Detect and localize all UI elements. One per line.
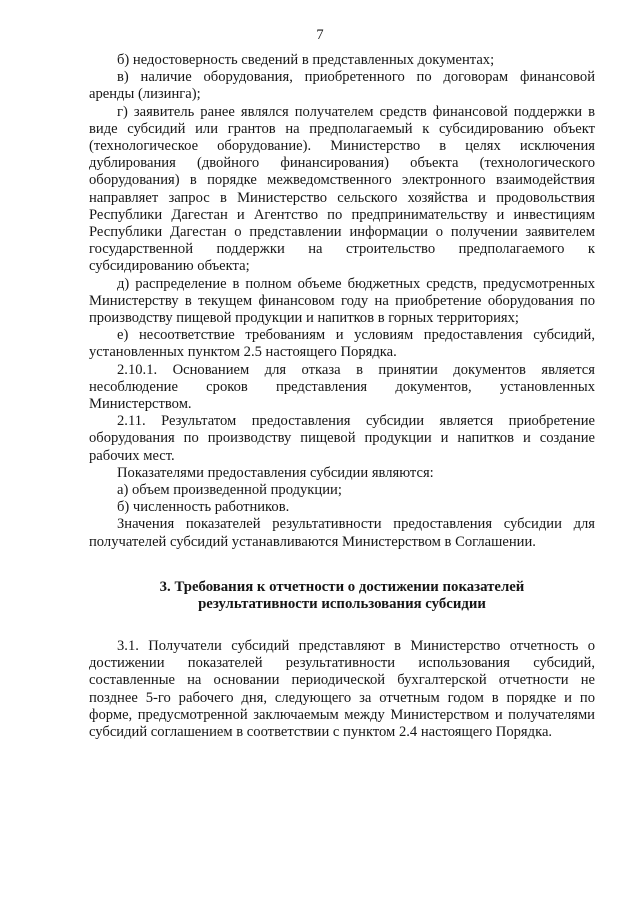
body-text-before bbox=[89, 52, 595, 551]
section-title bbox=[89, 579, 595, 614]
paragraph-g: г) заявитель ранее являлся получателем средств финансовой поддержки в виде субсидий или грантов на предполагаемый к субсидированию объект (технологическое оборудование). Министерство в целях исключения дублирования (двойного финансирования) объекта (технологического оборудования) в порядке межведомственного электронного взаимодействия направляет запрос в Министерство сельского хозяйства и продовольствия Республики Дагестан и Агентство по предпринимательству и инвестициям Республики Дагестан о представлении информации о получении заявителем государственной поддержки на строительство предполагаемого к субсидированию объекта; bbox=[89, 103, 595, 275]
paragraph-2-10-1: 2.10.1. Основанием для отказа в принятии документов является несоблюдение сроков представления документов, установленных Министерством. bbox=[89, 361, 595, 413]
paragraph-e: е) несоответствие требованиям и условиям предоставления субсидий, установленных пунктом 2.5 настоящего Порядка. bbox=[89, 327, 595, 361]
paragraph-indicators-intro: Показателями предоставления субсидии являются: bbox=[117, 464, 434, 481]
paragraph-b: б) недостоверность сведений в представленных документах; bbox=[117, 52, 495, 68]
paragraph-indicator-b: б) численность работников. bbox=[117, 499, 290, 516]
body-text-after bbox=[89, 638, 595, 741]
page-number: 7 bbox=[316, 27, 324, 43]
paragraph-2-11: 2.11. Результатом предоставления субсидии является приобретение оборудования по производству пищевой продукции и напитков и создание рабочих мест. bbox=[89, 413, 595, 464]
paragraph-indicator-values: Значения показателей результативности предоставления субсидии для получателей субсидий устанавливаются Министерством в Соглашении. bbox=[89, 516, 595, 550]
paragraph-v: в) наличие оборудования, приобретенного по договорам финансовой аренды (лизинга); bbox=[89, 69, 595, 103]
paragraph-indicator-a: а) объем произведенной продукции; bbox=[117, 482, 342, 499]
section-title-line-1: 3. Требования к отчетности о достижении показателей bbox=[159, 578, 525, 595]
paragraph-d: д) распределение в полном объеме бюджетных средств, предусмотренных Министерству в текущем финансовом году на приобретение оборудования по производству пищевой продукции и напитков в горных территориях; bbox=[89, 275, 595, 327]
paragraph-3-1: 3.1. Получатели субсидий представляют в Министерство отчетность о достижении показателей результативности использования субсидий, составленные на основании периодической бухгалтерской отчетности не позднее 5-го рабочего дня, следующего за отчетным годом в порядке и по форме, предусмотренной заключаемым между Министерством и получателями субсидий соглашением в соответствии с пунктом 2.4 настоящего Порядка. bbox=[89, 637, 595, 740]
section-title-line-2: результативности использования субсидии bbox=[198, 596, 486, 613]
